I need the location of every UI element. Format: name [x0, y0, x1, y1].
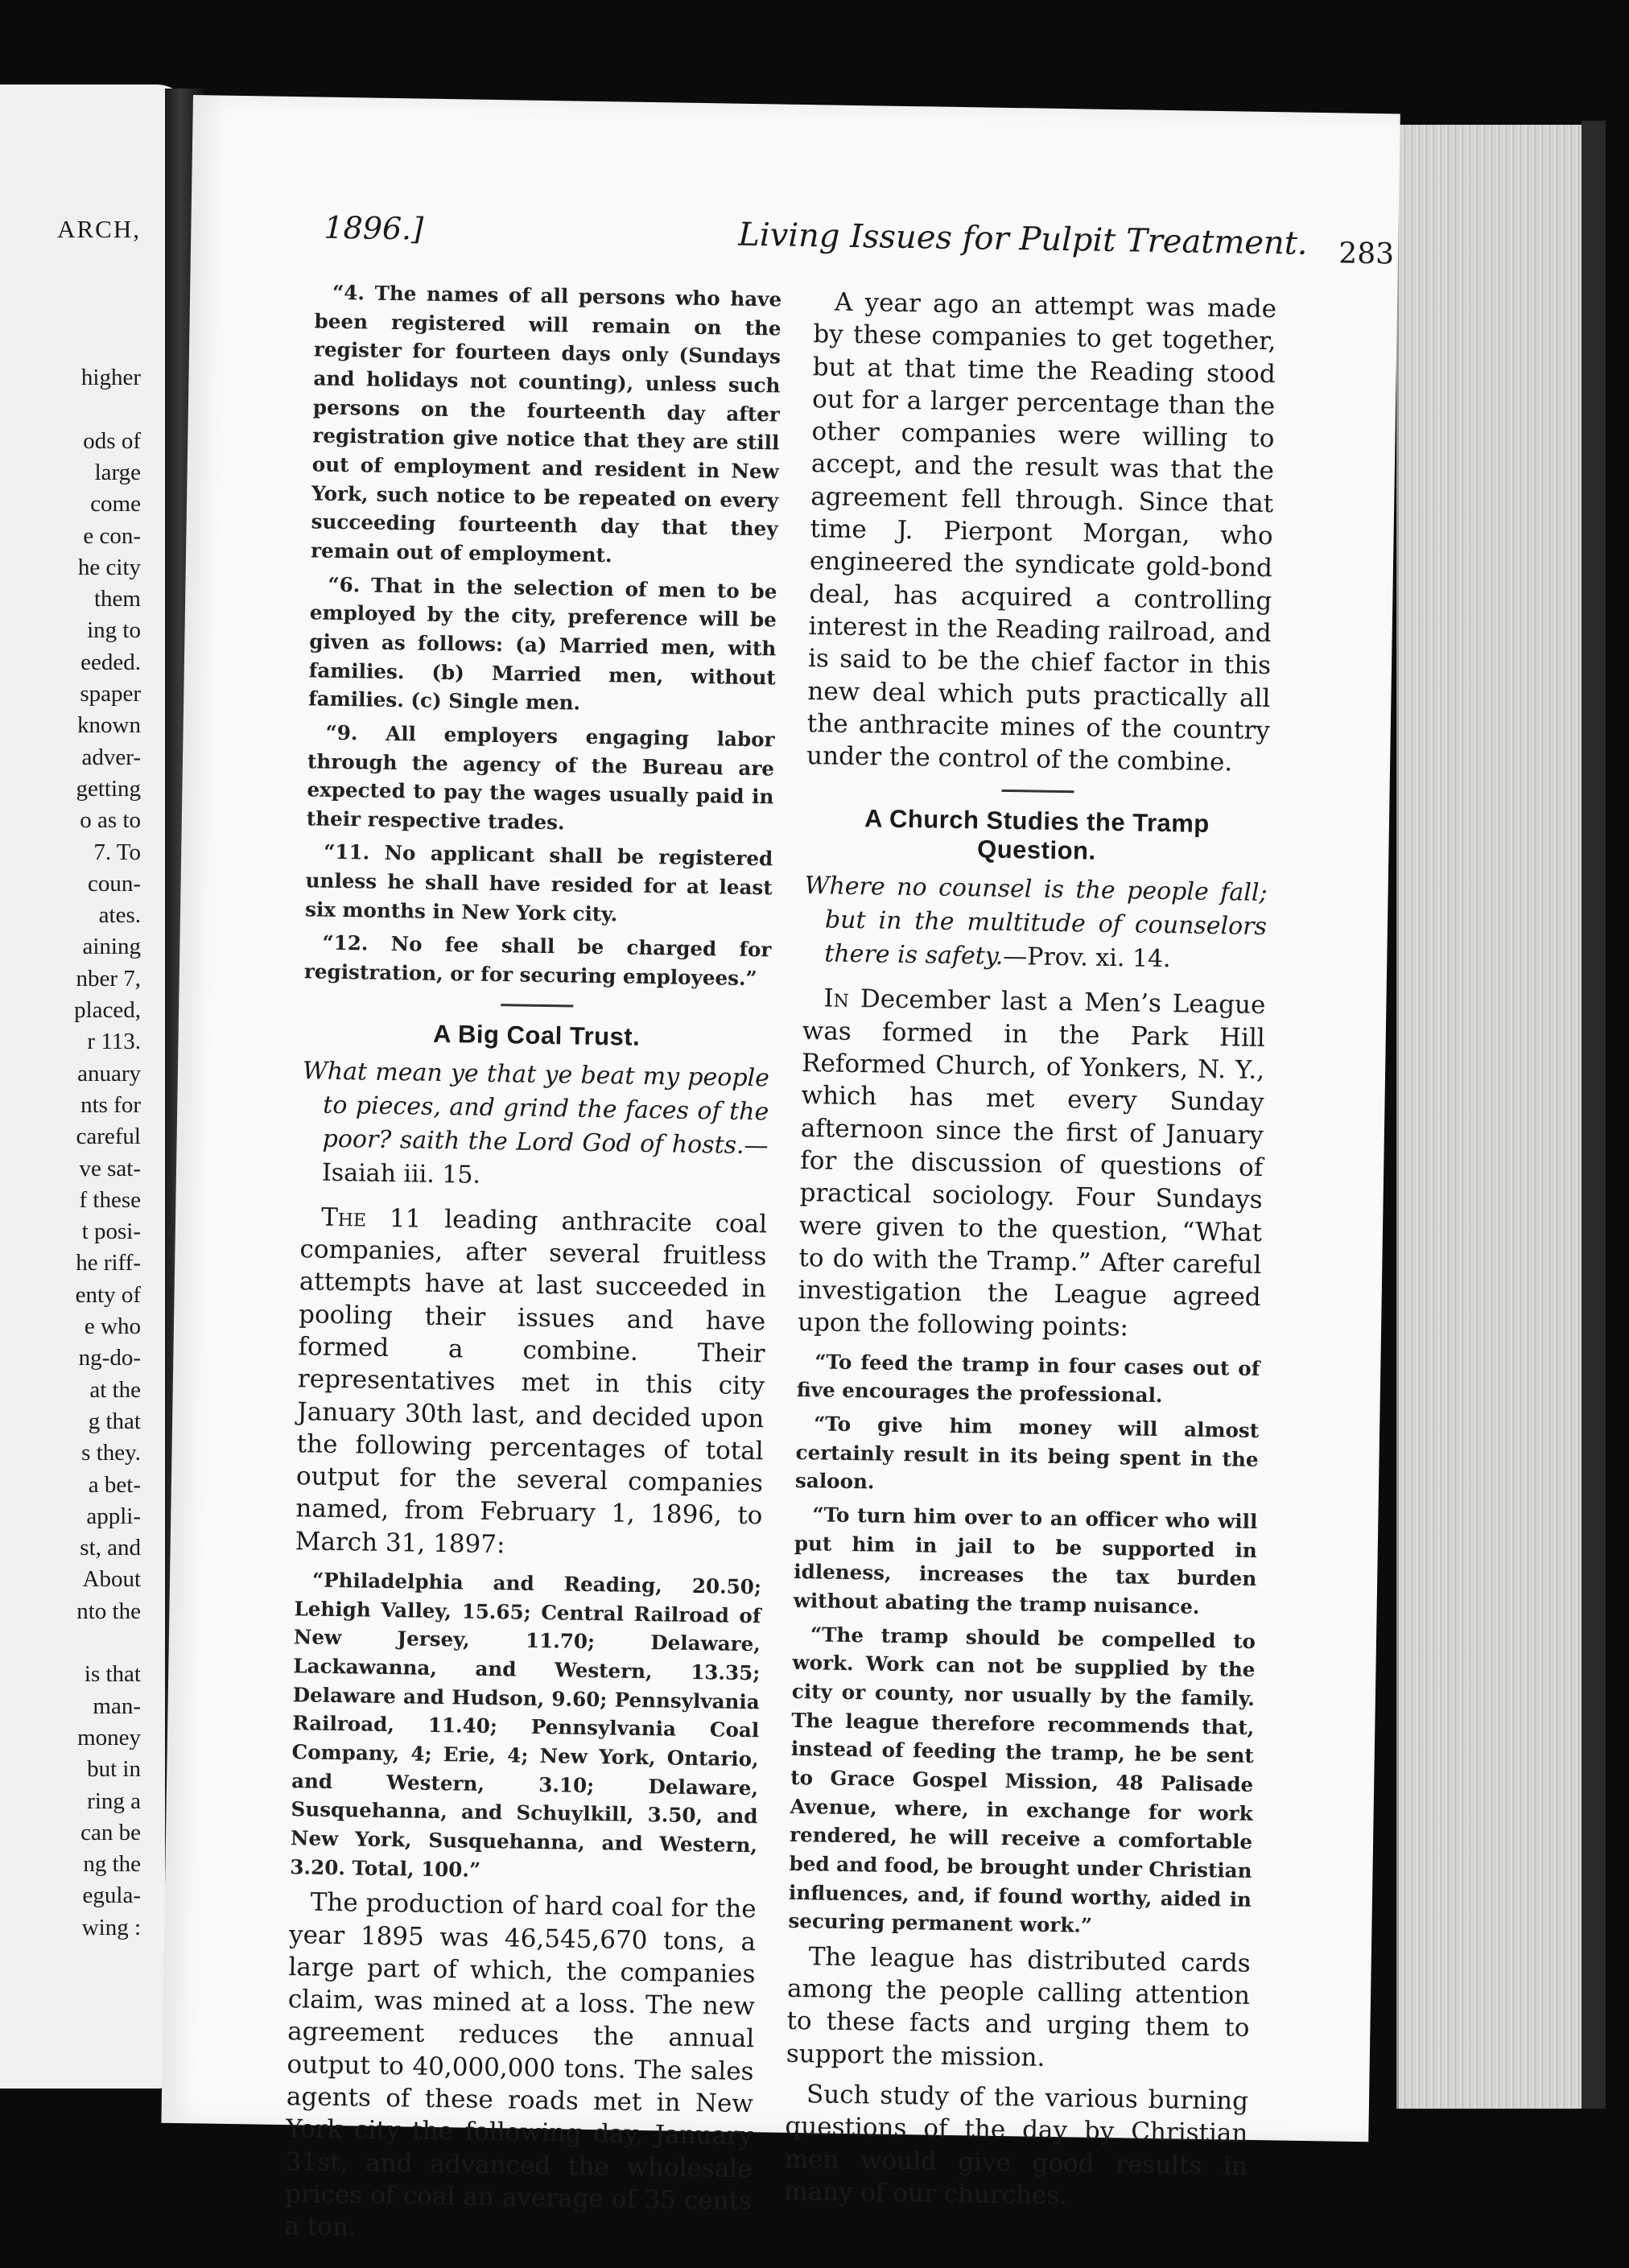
- percentages-quote: “Philadelphia and Reading, 20.50; Lehigh Valley, 15.65; Central Railroad of New Jersey, 11.70; Delaware, Lackawanna, and Western, 13.35; Delaware and Hudson, 9.60; Pennsylvania Railroad, 11.40; Pennsylvania Coal Company, 4; Erie, 4; New York, Ontario, and Western, 3.10; Delaware, Susquehanna, and Schuylkill, 3.50, and New York, Susquehanna, and Western, 3.20. Total, 100.”: [290, 1568, 762, 1882]
- header-year: 1896.]: [324, 209, 424, 247]
- left-page-line: ng the: [83, 1851, 141, 1878]
- right-page: [161, 95, 1400, 2242]
- left-page-line: wing :: [81, 1914, 141, 1940]
- left-page-line: he riff-: [76, 1250, 141, 1276]
- page-edges: [1396, 125, 1588, 2109]
- left-page-line: adver-: [81, 744, 141, 770]
- coal-paragraph-2: The production of hard coal for the year 1895 was 46,545,670 tons, a large part of which, the companies claim, was mined at a loss. The new agreement reduces the annual output to 40,000,000 tons. The sales agents of these roads met in New York city the following day, January 31st, and advanced the wholesale prices of coal an average of 35 cents a ton.: [284, 1887, 757, 2242]
- paragraph-text: 11 leading anthracite coal companies, after several fruitless attempts have at last succeeded in pooling their issues and have formed a combine. Their representatives met in this city January 30th last, and decided upon the following percentages of total output for the several companies named, from February 1, 1896, to March 31, 1897:: [295, 1203, 768, 1560]
- left-facing-page: [0, 85, 189, 2089]
- section-divider: [1001, 790, 1074, 793]
- motto-text: What mean ye that ye beat my people to pieces, and grind the faces of the poor? saith the Lord God of hosts.: [302, 1057, 770, 1160]
- coal-paragraph-3: A year ago an attempt was made by these companies to get together, but at that time the Reading stood out for a larger percentage than the other companies were willing to accept, and the result was that the agreement fell through. Since that time J. Pierpont Morgan, who engineered the syndicate gold-bond deal, has acquired a controlling interest in the Reading railroad, and is said to be the chief factor in this new deal which puts practically all the anthracite mines of the country under the control of the combine.: [806, 287, 1277, 777]
- section-title-coal-trust: A Big Coal Trust.: [432, 1019, 641, 1051]
- left-page-line: large: [94, 459, 141, 485]
- rule-quote-11: “11. No applicant shall be registered unless he shall have resided for at least six months in New York city.: [304, 840, 773, 926]
- section-title-tramp-question: A Church Studies the Tramp Question.: [864, 804, 1210, 866]
- left-page-header: ARCH,: [57, 215, 141, 243]
- left-page-line: nts for: [80, 1091, 141, 1118]
- running-header: [324, 210, 1395, 275]
- left-page-line: he city: [77, 554, 141, 580]
- left-page-line: appli-: [86, 1503, 141, 1529]
- motto-reference: —Isaiah iii. 15.: [321, 1131, 769, 1190]
- left-page-line: a bet-: [88, 1471, 141, 1498]
- tramp-point-2: “To give him money will almost certainly result in its being spent in the saloon.: [794, 1412, 1260, 1494]
- lead-word: In: [823, 983, 850, 1014]
- section-divider: [501, 1004, 573, 1007]
- left-page-line: known: [77, 712, 141, 739]
- rule-quote-4: “4. The names of all persons who have been registered will remain on the register for fourteen days only (Sundays and holidays not counting), unless such persons on the fourteenth day after registration give notice that they are still out of employment and resident in New York, such notice to be repeated on every succeeding fourteenth day that they remain out of employment.: [310, 280, 782, 567]
- left-page-line: man-: [93, 1693, 141, 1719]
- page-number: 283: [1338, 237, 1395, 271]
- left-page-line: r 113.: [87, 1029, 141, 1055]
- left-page-line: e con-: [83, 522, 141, 549]
- rule-quote-6: “6. That in the selection of men to be employed by the city, preference will be given as follows: (a) Married men, with families. (b) Married men, without families. (c) Single men.: [308, 572, 777, 715]
- left-page-line: f these: [79, 1186, 141, 1213]
- left-page-line: st, and: [80, 1535, 141, 1561]
- header-title: Living Issues for Pulpit Treatment.: [737, 216, 1308, 262]
- rule-quote-12: “12. No fee shall be charged for registration, or for securing employees.”: [303, 931, 772, 991]
- left-page-line: ods of: [83, 427, 141, 454]
- left-page-line: aining: [82, 934, 141, 960]
- motto-text: Where no counsel is the people fall; but in the multitude of counselors there is safety.: [804, 872, 1268, 971]
- left-page-line: egula-: [82, 1882, 141, 1909]
- left-page-line: at the: [89, 1376, 141, 1403]
- tramp-paragraph-2: The league has distributed cards among the people calling attention to these facts and urging them to support the mission.: [786, 1942, 1251, 2072]
- left-page-line: 7. To: [93, 839, 141, 865]
- rule-quote-9: “9. All employers engaging labor through the agency of the Bureau are expected to pay the wages usually paid in their respective trades.: [306, 720, 775, 835]
- column-left: [284, 278, 782, 2258]
- motto-isaiah: [302, 1054, 770, 1197]
- left-page-line: ates.: [98, 902, 141, 929]
- motto-proverbs: [804, 870, 1268, 979]
- left-page-line: is that: [84, 1661, 141, 1688]
- tramp-point-3: “To turn him over to an officer who will put him in jail to be supported in idleness, increases the tax burden without abating the tramp nuisance.: [793, 1503, 1258, 1619]
- tramp-paragraph-1: [798, 982, 1266, 1346]
- left-page-line: e who: [84, 1313, 141, 1339]
- left-page-line: nber 7,: [76, 965, 141, 992]
- left-page-line: ve sat-: [79, 1155, 141, 1181]
- left-page-line: About: [82, 1566, 141, 1593]
- left-page-line: s they.: [81, 1440, 141, 1466]
- left-page-line: ing to: [87, 617, 141, 644]
- column-right: [784, 286, 1277, 2223]
- coal-paragraph-1: [295, 1201, 767, 1565]
- left-page-line: careful: [76, 1124, 141, 1150]
- left-page-line: spaper: [80, 681, 141, 707]
- left-page-line: eeded.: [80, 649, 141, 675]
- left-page-line: getting: [76, 775, 141, 802]
- left-page-line: ring a: [87, 1788, 141, 1814]
- left-page-line: come: [90, 491, 141, 518]
- left-page-line: but in: [87, 1756, 141, 1783]
- tramp-point-1: “To feed the tramp in four cases out of five encourages the professional.: [796, 1350, 1260, 1408]
- lead-word: The: [320, 1202, 367, 1233]
- left-page-line: o as to: [80, 807, 141, 834]
- left-page-line: ng-do-: [78, 1345, 141, 1371]
- book-cover-edge: [1582, 121, 1606, 2109]
- left-page-line: anuary: [77, 1060, 141, 1087]
- left-page-line: them: [94, 586, 141, 612]
- left-page-line: enty of: [75, 1281, 141, 1308]
- tramp-point-4: “The tramp should be compelled to work. Work can not be supplied by the city or county, nor usually by the family. The league therefore recommends that, instead of feeding the tramp, he be sent to Grace Gospel Mission, 48 Palisade Avenue, where, in exchange for work rendered, he will receive a comfortable bed and food, be brought under Christian influences, and, if found worthy, aided in securing permanent work.”: [788, 1622, 1256, 1938]
- tramp-paragraph-3: Such study of the various burning questions of the day by Christian men would give good results in many of our churches.: [783, 2080, 1249, 2211]
- left-page-line: nto the: [76, 1598, 141, 1624]
- left-page-line: g that: [88, 1408, 141, 1434]
- left-page-line: t posi-: [81, 1219, 141, 1245]
- left-page-line: higher: [80, 365, 141, 390]
- left-page-line: can be: [80, 1819, 141, 1845]
- motto-reference: —Prov. xi. 14.: [1003, 942, 1171, 974]
- left-page-line: money: [77, 1724, 141, 1750]
- left-page-line: coun-: [87, 870, 141, 897]
- left-page-line: placed,: [74, 997, 141, 1023]
- paragraph-text: December last a Men’s League was formed in the Park Hill Reformed Church, of Yonkers, N. Y., which has met every Sunday afternoon since the first of January for the discussion of questions of practical sociology. Four Sundays were given to the question, “What to do with the Tramp.” After careful investigation the League agreed upon the following points:: [797, 984, 1266, 1342]
